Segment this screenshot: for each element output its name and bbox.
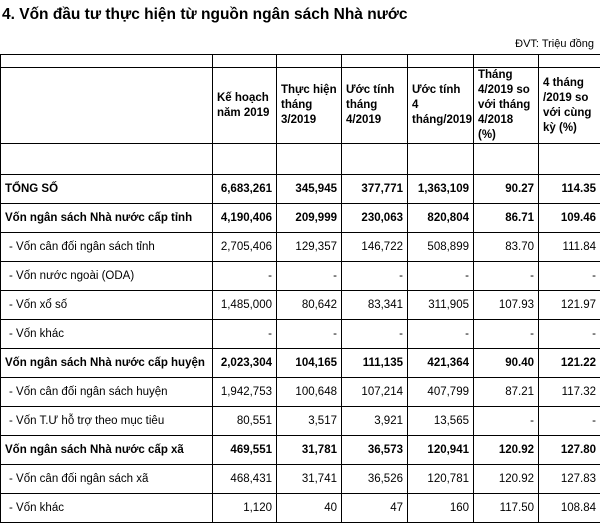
row-value-cell: 47: [342, 494, 408, 523]
row-value-cell: -: [277, 320, 342, 349]
row-value-cell: 1,485,000: [213, 291, 277, 320]
row-value-cell: -: [474, 262, 539, 291]
row-label: Vốn ngân sách Nhà nước cấp xã: [1, 436, 213, 465]
table-row: [1, 349, 600, 378]
row-value-cell: 121.22: [539, 349, 600, 378]
row-label: Vốn ngân sách Nhà nước cấp tỉnh: [1, 204, 213, 233]
row-value-cell: 87.21: [474, 378, 539, 407]
row-value-cell: -: [277, 262, 342, 291]
table-row: [1, 204, 600, 233]
row-value-cell: 1,363,109: [408, 175, 474, 204]
row-value-cell: -: [474, 407, 539, 436]
row-label: Vốn ngân sách Nhà nước cấp huyện: [1, 349, 213, 378]
row-value-cell: 146,722: [342, 233, 408, 262]
header-cell-actual-march: Thực hiện tháng 3/2019: [277, 68, 342, 144]
row-value-cell: 111,135: [342, 349, 408, 378]
row-value-cell: -: [474, 320, 539, 349]
row-value-cell: 31,781: [277, 436, 342, 465]
row-label: - Vốn khác: [1, 494, 213, 523]
header-row: [1, 68, 600, 144]
row-value-cell: 111.84: [539, 233, 600, 262]
table-row: [1, 291, 600, 320]
table-row: [1, 262, 600, 291]
table-row: [1, 175, 600, 204]
row-value-cell: 127.83: [539, 465, 600, 494]
row-value-cell: 80,642: [277, 291, 342, 320]
unit-label: ĐVT: Triệu đồng: [515, 38, 594, 50]
header-cell-4months-yoy: 4 tháng /2019 so với cùng kỳ (%): [539, 68, 600, 144]
row-value-cell: 377,771: [342, 175, 408, 204]
row-value-cell: 107,214: [342, 378, 408, 407]
header-gap-row: [1, 144, 600, 175]
row-value-cell: 107.93: [474, 291, 539, 320]
table-row: [1, 465, 600, 494]
row-value-cell: 83,341: [342, 291, 408, 320]
row-value-cell: 13,565: [408, 407, 474, 436]
row-value-cell: 117.32: [539, 378, 600, 407]
row-label: - Vốn T.Ư hỗ trợ theo mục tiêu: [1, 407, 213, 436]
row-value-cell: 4,190,406: [213, 204, 277, 233]
row-value-cell: 121.97: [539, 291, 600, 320]
row-value-cell: 469,551: [213, 436, 277, 465]
row-label: - Vốn khác: [1, 320, 213, 349]
investment-table: [0, 54, 600, 523]
row-value-cell: 345,945: [277, 175, 342, 204]
row-value-cell: -: [539, 262, 600, 291]
row-value-cell: -: [213, 262, 277, 291]
table-row: [1, 233, 600, 262]
row-value-cell: -: [342, 320, 408, 349]
row-value-cell: 230,063: [342, 204, 408, 233]
row-value-cell: 311,905: [408, 291, 474, 320]
row-value-cell: -: [408, 262, 474, 291]
row-value-cell: 36,526: [342, 465, 408, 494]
row-value-cell: 109.46: [539, 204, 600, 233]
row-value-cell: 1,942,753: [213, 378, 277, 407]
row-value-cell: 6,683,261: [213, 175, 277, 204]
row-value-cell: 2,705,406: [213, 233, 277, 262]
row-value-cell: 31,741: [277, 465, 342, 494]
header-cell-estimate-4months: Ước tính 4 tháng/2019: [408, 68, 474, 144]
row-value-cell: 421,364: [408, 349, 474, 378]
row-value-cell: -: [539, 320, 600, 349]
row-value-cell: 80,551: [213, 407, 277, 436]
row-value-cell: 100,648: [277, 378, 342, 407]
table-body: [1, 175, 600, 523]
table-row: [1, 436, 600, 465]
row-value-cell: -: [539, 407, 600, 436]
row-value-cell: 209,999: [277, 204, 342, 233]
row-value-cell: 36,573: [342, 436, 408, 465]
row-value-cell: -: [408, 320, 474, 349]
row-value-cell: 1,120: [213, 494, 277, 523]
row-label: - Vốn cân đối ngân sách tỉnh: [1, 233, 213, 262]
header-cell-label: [1, 68, 213, 144]
row-value-cell: 407,799: [408, 378, 474, 407]
row-label: - Vốn nước ngoài (ODA): [1, 262, 213, 291]
row-value-cell: 83.70: [474, 233, 539, 262]
row-value-cell: 114.35: [539, 175, 600, 204]
row-value-cell: 508,899: [408, 233, 474, 262]
row-value-cell: 3,921: [342, 407, 408, 436]
header-cell-estimate-april: Ước tính tháng 4/2019: [342, 68, 408, 144]
row-label: - Vốn xổ số: [1, 291, 213, 320]
row-value-cell: 86.71: [474, 204, 539, 233]
header-cell-april-yoy: Tháng 4/2019 so với tháng 4/2018 (%): [474, 68, 539, 144]
row-value-cell: 3,517: [277, 407, 342, 436]
row-value-cell: 90.40: [474, 349, 539, 378]
header-cell-plan: Kế hoạch năm 2019: [213, 68, 277, 144]
row-value-cell: -: [213, 320, 277, 349]
table-row: [1, 320, 600, 349]
row-value-cell: 127.80: [539, 436, 600, 465]
row-value-cell: 468,431: [213, 465, 277, 494]
row-value-cell: 120.92: [474, 465, 539, 494]
row-value-cell: -: [342, 262, 408, 291]
row-value-cell: 120,941: [408, 436, 474, 465]
row-value-cell: 120.92: [474, 436, 539, 465]
table-row: [1, 407, 600, 436]
table-row: [1, 494, 600, 523]
row-value-cell: 820,804: [408, 204, 474, 233]
table-row: [1, 378, 600, 407]
row-value-cell: 108.84: [539, 494, 600, 523]
row-value-cell: 90.27: [474, 175, 539, 204]
row-value-cell: 104,165: [277, 349, 342, 378]
row-value-cell: 2,023,304: [213, 349, 277, 378]
row-label: - Vốn cân đối ngân sách xã: [1, 465, 213, 494]
row-value-cell: 129,357: [277, 233, 342, 262]
row-value-cell: 40: [277, 494, 342, 523]
row-label: - Vốn cân đối ngân sách huyện: [1, 378, 213, 407]
row-value-cell: 117.50: [474, 494, 539, 523]
row-label: TỔNG SỐ: [1, 175, 213, 204]
row-value-cell: 160: [408, 494, 474, 523]
header-spacer-row: [1, 55, 600, 68]
row-value-cell: 120,781: [408, 465, 474, 494]
section-title: 4. Vốn đầu tư thực hiện từ nguồn ngân sách Nhà nước: [2, 6, 408, 24]
